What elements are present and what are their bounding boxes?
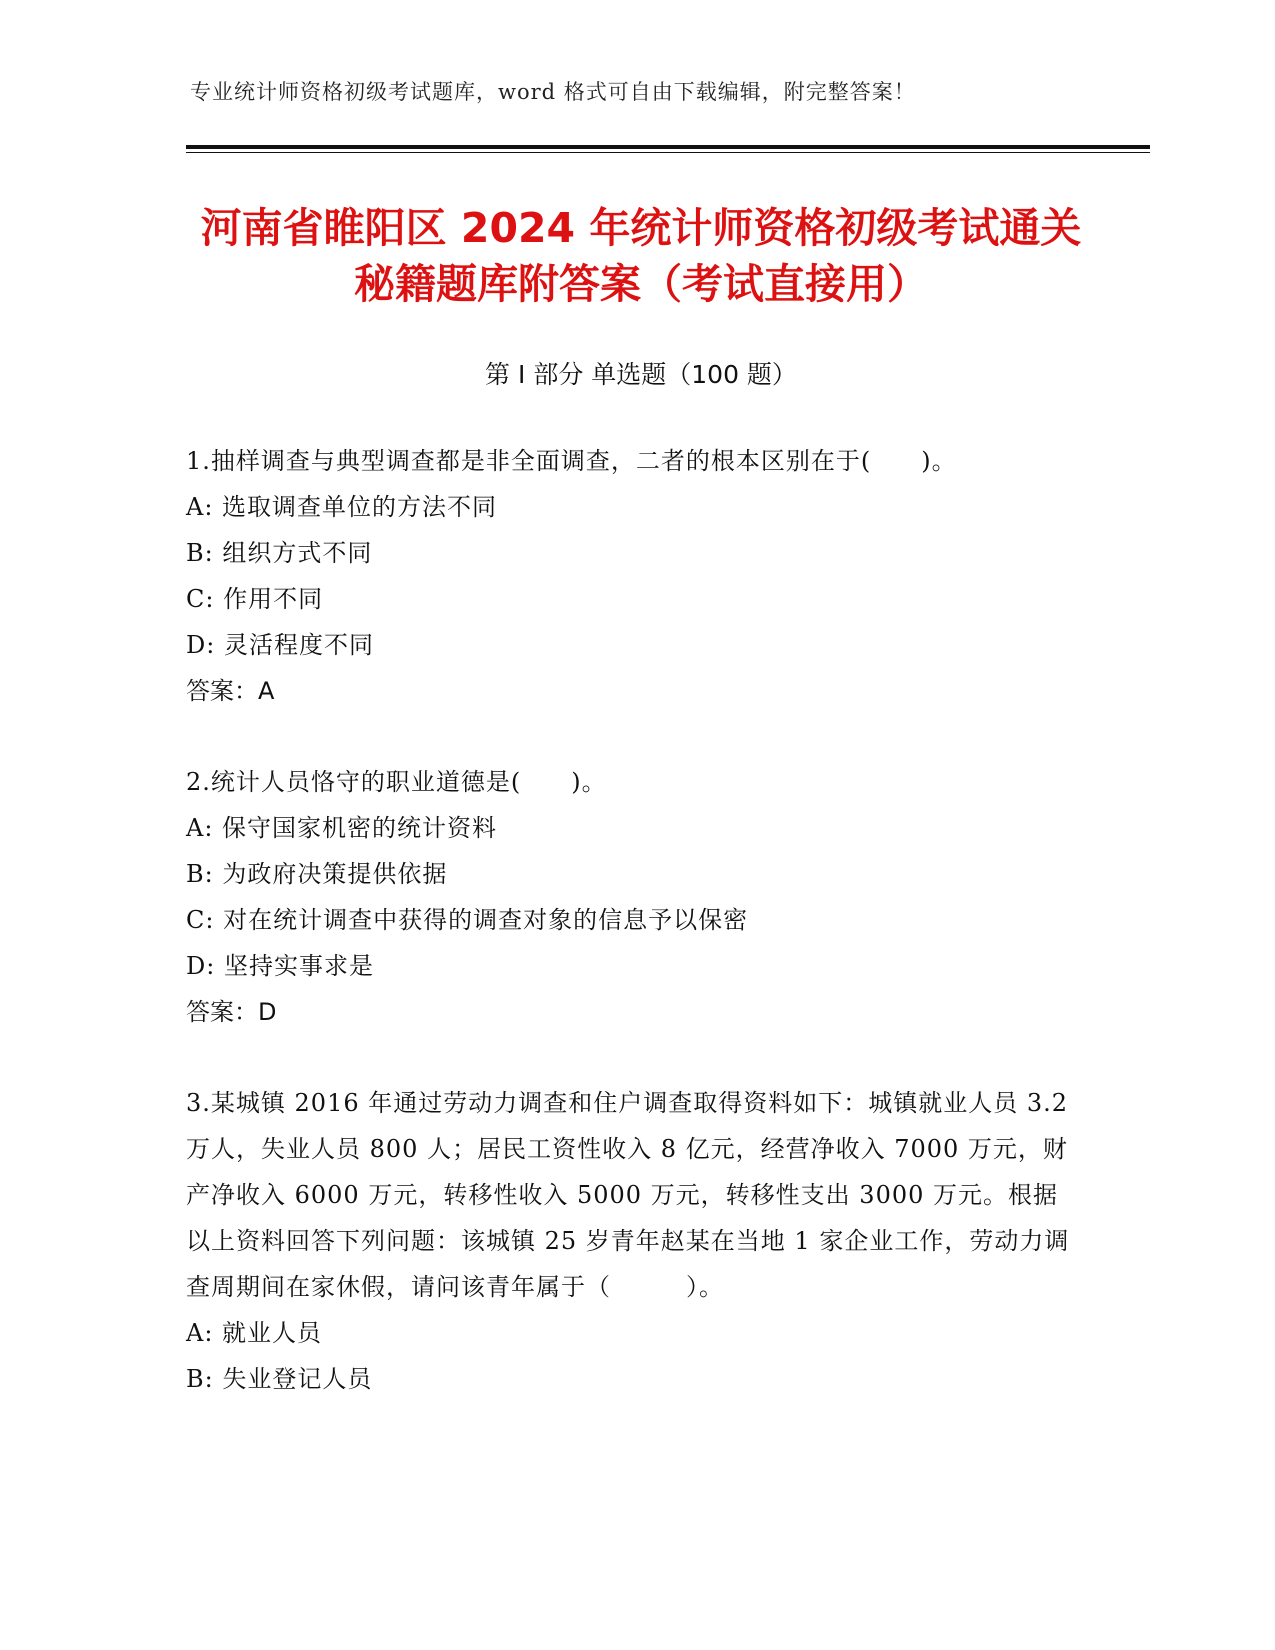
question-stem: 2.统计人员恪守的职业道德是( )。 [186,768,607,796]
option-b: B: 失业登记人员 [186,1365,373,1393]
option-d: D: 灵活程度不同 [186,631,374,659]
header-rule-thick [186,145,1150,149]
question-1 [186,438,1081,714]
option-a: A: 就业人员 [186,1319,323,1347]
document-title: 河南省睢阳区 2024 年统计师资格初级考试通关秘籍题库附答案（考试直接用） [200,204,1082,308]
question-stem: 3.某城镇 2016 年通过劳动力调查和住户调查取得资料如下：城镇就业人员 3.2 万人，失业人员 800 人；居民工资性收入 8 亿元，经营净收入 7000 万元，财产净收入 6000 万元，转移性收入 5000 万元，转移性支出 3000 万元。根据以上资料回答下列问题：该城镇 25 岁青年赵某在当地 1 家企业工作，劳动力调查周期间在家休假，请问该青年属于（ ）。 [186,1089,1070,1301]
header-rule-thin [186,152,1150,153]
question-3 [186,1080,1081,1402]
option-a: A: 选取调查单位的方法不同 [186,493,498,521]
answer-line: 答案：A [186,677,275,705]
header-note: 专业统计师资格初级考试题库，word 格式可自由下载编辑，附完整答案！ [190,80,916,104]
option-d: D: 坚持实事求是 [186,952,374,980]
option-b: B: 为政府决策提供依据 [186,860,448,888]
option-b: B: 组织方式不同 [186,539,373,567]
question-stem: 1.抽样调查与典型调查都是非全面调查，二者的根本区别在于( )。 [186,447,957,475]
question-list [186,438,1081,1447]
option-c: C: 对在统计调查中获得的调查对象的信息予以保密 [186,906,749,934]
question-2 [186,759,1081,1035]
option-c: C: 作用不同 [186,585,324,613]
option-a: A: 保守国家机密的统计资料 [186,814,498,842]
section-heading: 第 I 部分 单选题（100 题） [485,360,797,389]
answer-line: 答案：D [186,998,277,1026]
